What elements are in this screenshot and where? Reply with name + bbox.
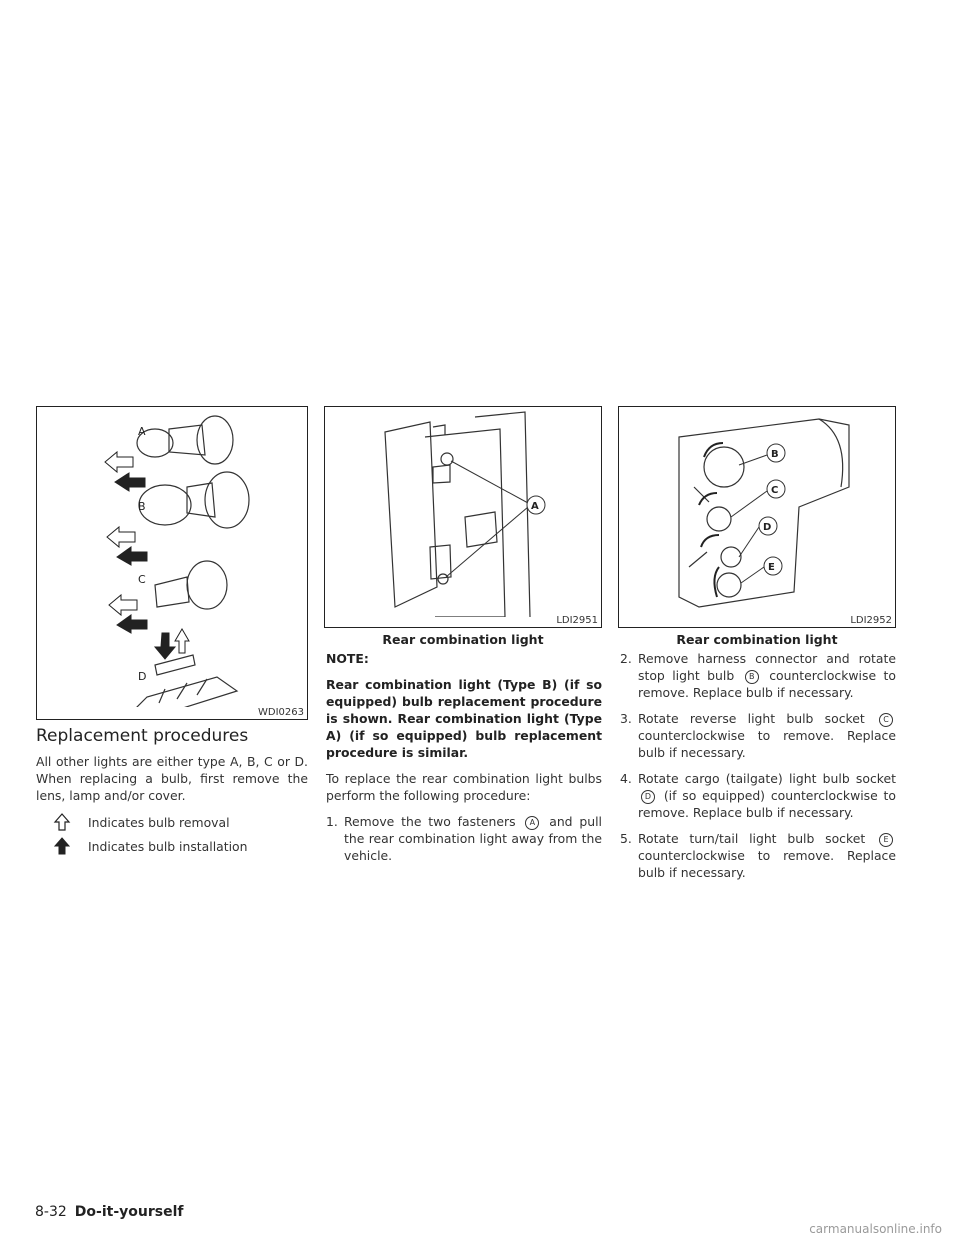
section-heading: Replacement procedures	[36, 726, 249, 746]
figure-bulb-types	[36, 406, 308, 720]
rear-light-fasteners-illustration	[325, 407, 600, 617]
fig1-label-a: A	[138, 425, 146, 438]
callout-b: B	[745, 670, 759, 684]
fig3-label-c: C	[771, 485, 779, 496]
step-1: 1. Remove the two fasteners A and pull the rear combination light away from the vehicle.	[326, 814, 602, 863]
callout-c: C	[879, 713, 893, 727]
legend-removal	[52, 813, 308, 831]
intro-paragraph: All other lights are either type A, B, C or D. When replacing a bulb, first remove the lens, lamp and/or cover.	[36, 754, 308, 803]
solid-arrow-up-icon	[52, 837, 72, 855]
fig1-label-d: D	[138, 670, 147, 683]
legend-installation	[52, 837, 308, 855]
watermark: carmanualsonline.info	[809, 1222, 942, 1236]
step-3: 3. Rotate reverse light bulb socket C counterclockwise to remove. Replace bulb if necessary.	[620, 711, 896, 760]
figure-caption: Rear combination light	[676, 632, 838, 647]
section-name: Do-it-yourself	[74, 1204, 184, 1220]
legend-removal-text: Indicates bulb removal	[88, 814, 230, 830]
fig1-label-b: B	[138, 500, 146, 513]
fig2-label-a: A	[531, 501, 539, 512]
figure-caption: Rear combination light	[382, 632, 544, 647]
column-1	[36, 728, 308, 861]
page-footer	[35, 1204, 183, 1220]
fig1-label-c: C	[138, 573, 146, 586]
rear-light-sockets-illustration	[619, 407, 894, 617]
step-2: 2. Remove harness connector and rotate stop light bulb B counterclockwise to remove. Replace bulb if necessary.	[620, 651, 896, 700]
callout-d: D	[641, 790, 655, 804]
note-body: Rear combination light (Type B) (if so equipped) bulb replacement procedure is shown. Rear combination light (Type A) (if so equipped) bulb replacement procedure is similar.	[326, 677, 602, 760]
fig3-label-b: B	[771, 449, 779, 460]
procedure-intro: To replace the rear combination light bulbs perform the following procedure:	[326, 771, 602, 803]
outline-arrow-up-icon	[52, 813, 72, 831]
bulb-types-illustration	[37, 407, 306, 707]
figure-code: WDI0263	[258, 707, 304, 718]
column-3	[620, 650, 896, 890]
note-title: NOTE:	[326, 651, 369, 666]
column-2	[326, 650, 602, 873]
figure-code: LDI2952	[850, 615, 892, 626]
step-4: 4. Rotate cargo (tailgate) light bulb socket D (if so equipped) counterclockwise to remove. Replace bulb if necessary.	[620, 771, 896, 820]
page-number: 8-32	[35, 1204, 67, 1220]
figure-rear-light-sockets	[618, 406, 896, 628]
figure-code: LDI2951	[556, 615, 598, 626]
fig3-label-d: D	[763, 522, 772, 533]
figure-rear-light-fasteners	[324, 406, 602, 628]
callout-a: A	[525, 816, 539, 830]
fig3-label-e: E	[768, 562, 775, 573]
callout-e: E	[879, 833, 893, 847]
legend-installation-text: Indicates bulb installation	[88, 838, 248, 854]
step-5: 5. Rotate turn/tail light bulb socket E counterclockwise to remove. Replace bulb if necessary.	[620, 831, 896, 880]
